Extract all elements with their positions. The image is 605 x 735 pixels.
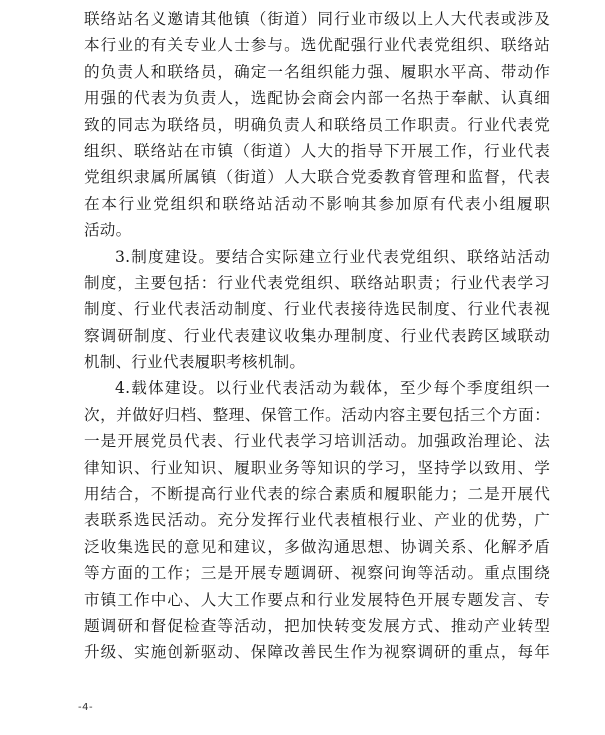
document-body — [84, 6, 550, 666]
text-line: 用强的代表为负责人，选配协会商会内部一名热于奉献、认真细 — [84, 89, 550, 108]
text-line: 的负责人和联络员，确定一名组织能力强、履职水平高、带动作 — [84, 62, 550, 81]
text-line: 本行业的有关专业人士参与。选优配强行业代表党组织、联络站 — [84, 36, 550, 55]
text-line: 机制、行业代表履职考核机制。 — [84, 353, 306, 372]
text-line: 党组织隶属所属镇（街道）人大联合党委教育管理和监督，代表 — [84, 168, 550, 187]
text-line: 律知识、行业知识、履职业务等知识的学习，坚持学以致用、学 — [84, 458, 550, 477]
text-line: 3.制度建设。要结合实际建立行业代表党组织、联络站活动 — [115, 247, 550, 266]
text-line: 泛收集选民的意见和建议，多做沟通思想、协调关系、化解矛盾 — [84, 537, 550, 556]
text-line: 制度、行业代表活动制度、行业代表接待选民制度、行业代表视 — [84, 300, 550, 319]
text-line: 一是开展党员代表、行业代表学习培训活动。加强政治理论、法 — [84, 432, 550, 451]
text-line: 用结合，不断提高行业代表的综合素质和履职能力；二是开展代 — [84, 485, 550, 504]
text-line: 表联系选民活动。充分发挥行业代表植根行业、产业的优势，广 — [84, 511, 550, 530]
paragraph-2-system-building — [84, 244, 550, 376]
page-number: -4- — [78, 702, 94, 713]
text-line: 活动。 — [84, 221, 132, 240]
text-line: 市镇工作中心、人大工作要点和行业发展特色开展专题发言、专 — [84, 590, 550, 609]
text-line: 4.载体建设。以行业代表活动为载体，至少每个季度组织一 — [115, 379, 550, 398]
text-line: 制度，主要包括：行业代表党组织、联络站职责；行业代表学习 — [84, 273, 550, 292]
text-line: 题调研和督促检查等活动，把加快转变发展方式、推动产业转型 — [84, 616, 550, 635]
text-line: 察调研制度、行业代表建议收集办理制度、行业代表跨区域联动 — [84, 326, 550, 345]
paragraph-3-carrier-building — [84, 375, 550, 665]
text-line: 致的同志为联络员，明确负责人和联络员工作职责。行业代表党 — [84, 115, 550, 134]
text-line: 等方面的工作；三是开展专题调研、视察问询等活动。重点围绕 — [84, 564, 550, 583]
text-line: 升级、实施创新驱动、保障改善民生作为视察调研的重点，每年 — [84, 643, 550, 662]
text-line: 组织、联络站在市镇（街道）人大的指导下开展工作，行业代表 — [84, 141, 550, 160]
paragraph-1 — [84, 6, 550, 244]
text-line: 在本行业党组织和联络站活动不影响其参加原有代表小组履职 — [84, 194, 550, 213]
text-line: 次，并做好归档、整理、保管工作。活动内容主要包括三个方面： — [84, 405, 550, 424]
text-line: 联络站名义邀请其他镇（街道）同行业市级以上人大代表或涉及 — [84, 10, 550, 28]
